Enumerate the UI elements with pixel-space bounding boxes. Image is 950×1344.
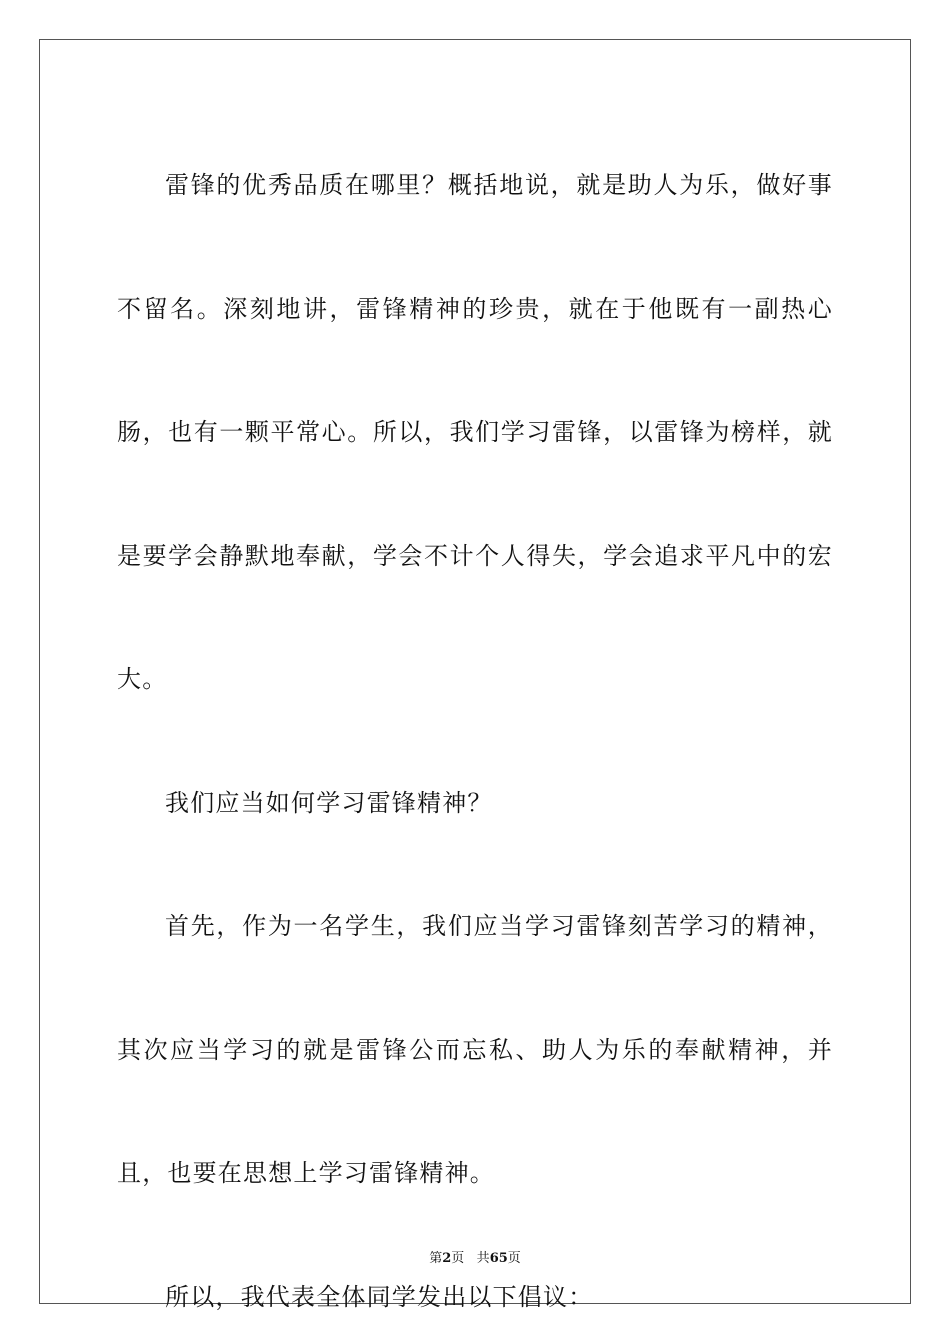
page-number: 2 <box>442 1251 452 1266</box>
body-text <box>117 124 833 1344</box>
total-pages: 65 <box>489 1251 508 1266</box>
paragraph-1: 雷锋的优秀品质在哪里？概括地说，就是助人为乐，做好事不留名。深刻地讲，雷锋精神的珍贵，就在于他既有一副热心肠，也有一颗平常心。所以，我们学习雷锋，以雷锋为榜样，就是要学会静默地奉献，学会不计个人得失，学会追求平凡中的宏大。 <box>117 171 833 693</box>
page-suffix: 页 <box>451 1251 465 1266</box>
page-prefix: 第 <box>429 1251 443 1266</box>
total-prefix: 共 <box>476 1251 490 1266</box>
paragraph-2: 我们应当如何学习雷锋精神？ <box>165 788 493 817</box>
total-suffix: 页 <box>507 1251 521 1266</box>
paragraph-4: 所以，我代表全体同学发出以下倡议： <box>165 1282 594 1311</box>
paragraph-3: 首先，作为一名学生，我们应当学习雷锋刻苦学习的精神，其次应当学习的就是雷锋公而忘私、助人为乐的奉献精神，并且，也要在思想上学习雷锋精神。 <box>117 912 833 1187</box>
page-footer <box>0 1247 950 1266</box>
